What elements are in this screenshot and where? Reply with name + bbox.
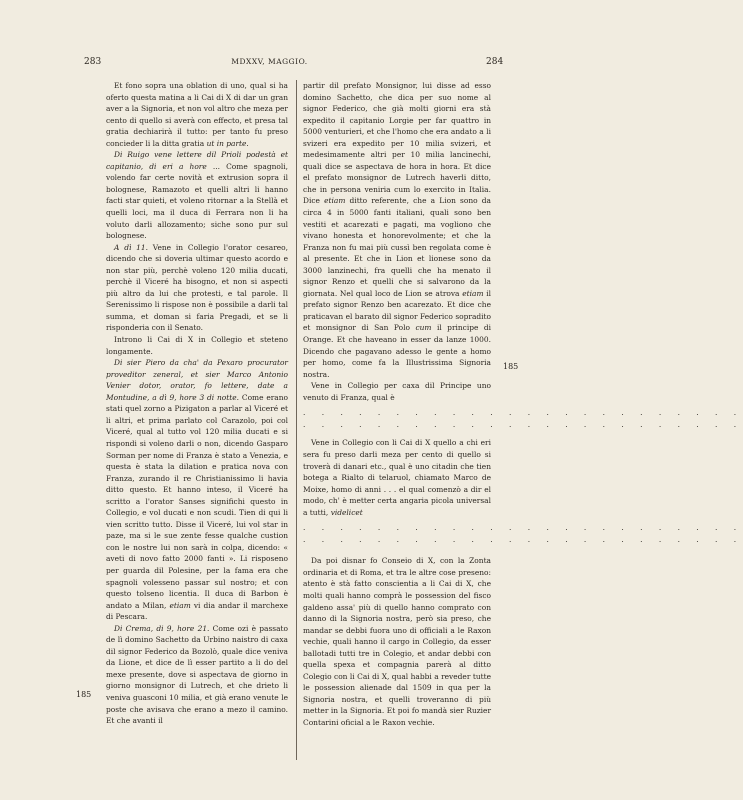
text: Et fono sopra una oblation di uno, qual si ha oferto questa matina a li Cai di X di dar un gran aver a la Signoria, et non vol altro che meza per cento di quello si averà con effecto, et presa tal gratia dechiarirà il tutto: per tanto fu preso concieder li la ditta gratia <box>106 81 288 148</box>
ellipsis-line: . . . . . . . . . . . . . . . . . . . . . . . . <box>303 408 743 418</box>
page-number-right: 284 <box>486 57 504 67</box>
italic-text: Di sier Piero da cha' da Pexaro procurator proveditor zeneral, et sier Marco Antonio Venier dotor, orator, fo lettere, date a Montudine, a dì 9, hore 3 di notte. <box>106 358 288 402</box>
text: il principe di Orange. Et che haveano in esser da lanze 1000. Dicendo che pagavano adesso le gente a homo per homo, come fa la Illustrissima Signoria nostra. <box>303 323 491 379</box>
paragraph <box>106 80 288 149</box>
paragraph: Da poi disnar fo Conseio di X, con la Zonta ordinaria et di Roma, et tra le altre cose preseno: atento è stà fatto conscientia a li Cai di X, che molti quali hanno comprà le possession del fisco galdeno assa' più di quello hanno comprato con danno di la Signoria nostra, però sia preso, che mandar se debbi fuora uno di officiali a le Raxon vechie, quali hanno il cargo in Collegio, da esser ballotadi tutti tre in Colegio, et andar debbi con quella spexa et compagnia parerà al ditto Colegio con li Cai di X, qual habbi a reveder tutte le possession alienade dal 1509 in qua per la Signoria nostra, et quelli troveranno di più metter in la Signoria. Et poi fo mandà sier Ruzier Contarini oficial a le Raxon vechie. <box>303 556 491 727</box>
paragraph: Vene in Collegio per caxa dil Principe uno venuto di Franza, qual è <box>303 381 491 402</box>
italic-text: Di Crema, di 9, hore 21. <box>114 623 210 633</box>
paragraph <box>106 357 288 623</box>
italic-text: Di Ruigo vene lettere dil Prioli podestà et capitanio, di eri a hore ... <box>106 150 288 171</box>
italic-text: etiam <box>462 288 484 298</box>
text: Come ozi è passato de lì domino Sachetto da Urbino naistro di caxa dil signor Federico da Bozolò, quale dice veniva da Lione, et dice de lì esser partito a li do del mexe presente, dove si aspectava de giorno in giorno monsignor di Lutrech, et che drieto li veniva guasconi 10 milia, et già erano venute le poste che avisava che erano a mezo il camino. Et che avanti il <box>106 623 288 726</box>
ellipsis-line: . . . . . . . . . . . . . . . . . . . . . . . . <box>303 534 743 544</box>
margin-number-right: 185 <box>503 362 519 371</box>
spacer <box>303 545 491 555</box>
paragraph: Introno li Cai di X in Collegio et steteno longamente. <box>106 335 288 356</box>
left-column <box>106 80 288 727</box>
paragraph <box>303 80 491 380</box>
running-title: MDXXV, MAGGIO. <box>231 57 308 66</box>
italic-text: A dì 11. <box>114 242 148 252</box>
italic-text: etiam <box>324 196 346 206</box>
italic-text: ut in parte. <box>206 138 249 148</box>
text: ditto referente, che a Lion sono da circa 4 in 5000 fanti italiani, quali sono ben vestiti et acarezati e pagati, ma vogliono che vivano honesta et honorevolmente; et che la Franza non fu mai più cussì ben regolata come è al presente. Et che in Lion et lionese sono da 3000 lanzinechi, fra quelli che ha menato il signor Renzo et quelli che si salvarono da la giornata. Nel qual loco de Lion se atrova <box>303 196 491 298</box>
page-number-left: 283 <box>84 57 102 67</box>
text: Come erano stati quel zorno a Pizigaton a parlar al Viceré et li altri, et prima parlato col Carazolo, poi col Viceré, qual al tutto vol 120 milia ducati e si rispondi si voleno darli o non, dicendo Gasparo Sorman per nome di Franza è stato a Venezia, e questa è stata la dilation e pratica nova con Franza, zurando il re Christianissimo li havia ditto questo. Et hanno inteso, il Viceré ha scritto a l'orator Sanses significhi questo in Collegio, e vol ducati e non scudi. Tien di qui li vien scritto tutto. Disse il Viceré, lui vol star in paze, ma si le sue zente fesse qualche custion con le nostre lui non sarà in colpa, dicendo: « aveti di novo fatto 2000 fanti ». Li risposeno per guarda dil Polesine, per la fama era che spagnoli volesseno passar sul nostro; et con questo tolseno licentia. Il duca di Barbon è andato a Milan, <box>106 392 288 610</box>
column-divider <box>296 80 297 760</box>
margin-number-left: 185 <box>76 690 92 699</box>
spacer <box>303 430 491 437</box>
text: Vene in Collegio l'orator cesareo, dicendo che si doveria ultimar questo acordo e non star più, perchè voleno 120 milia ducati, perchè il Viceré ha bisogno, et non si aspecti più altro da lui che protesti, e tal parole. Il Serenissimo li rispose non è possibile a darli tal summa, et doman si faria Pregadi, et se li risponderia con il Senato. <box>106 242 288 333</box>
ellipsis-line: . . . . . . . . . . . . . . . . . . . . . . . . <box>303 419 743 429</box>
text: partir dil prefato Monsignor, lui disse ad esso domino Sachetto, che dica per suo nome al signor Federico, che già molti giorni era stà expedito il capitanio Lorgie per far quattro in 5000 venturieri, et che l'homo che era andato a li svizeri era expedito per 10 milia svizeri, et medesimamente altri per 10 milia lancinechi, quali dice se aspectava de hora in hora. Et dice el prefato monsignor de Lutrech haverli ditto, che in persona veniria cum lo exercito in Italia. Dice <box>303 81 491 206</box>
text: Come spagnoli, volendo far certe novità et extrusion sopra il bolognese, Ramazoto et quelli altri li hanno facti star quieti, et voleno ritornar a la Stellà et quelli loci, ma il duca di Ferrara non li ha voluto darli allozamento; siche sono pur sul bolognese. <box>106 161 288 241</box>
paragraph <box>106 242 288 334</box>
text: Vene in Collegio con li Cai di X quello a chi eri sera fu preso darli meza per cento di quello si troverà di danari etc., qual è uno citadin che tien botega a Rialto di telaruol, chiamato Marco de Moixe, homo di anni . . . el qual comenzò a dir el modo, ch' è metter certa angaria picola universal a tutti, <box>303 438 491 517</box>
paragraph <box>303 437 491 518</box>
page-header <box>0 57 539 71</box>
text: il prefato signor Renzo ben acarezato. Et dice che praticavan el barato dil signor Federico sopradito et monsignor di San Polo <box>303 288 491 333</box>
italic-text: cum <box>415 323 432 333</box>
text: vi dia andar il marchexe di Pescara. <box>106 600 288 622</box>
paragraph <box>106 623 288 727</box>
ellipsis-line: . . . . . . . . . . . . . . . . . . . . . . . . <box>303 523 743 533</box>
italic-text: videlicet <box>330 507 363 517</box>
italic-text: etiam <box>169 600 191 610</box>
paragraph <box>106 149 288 241</box>
